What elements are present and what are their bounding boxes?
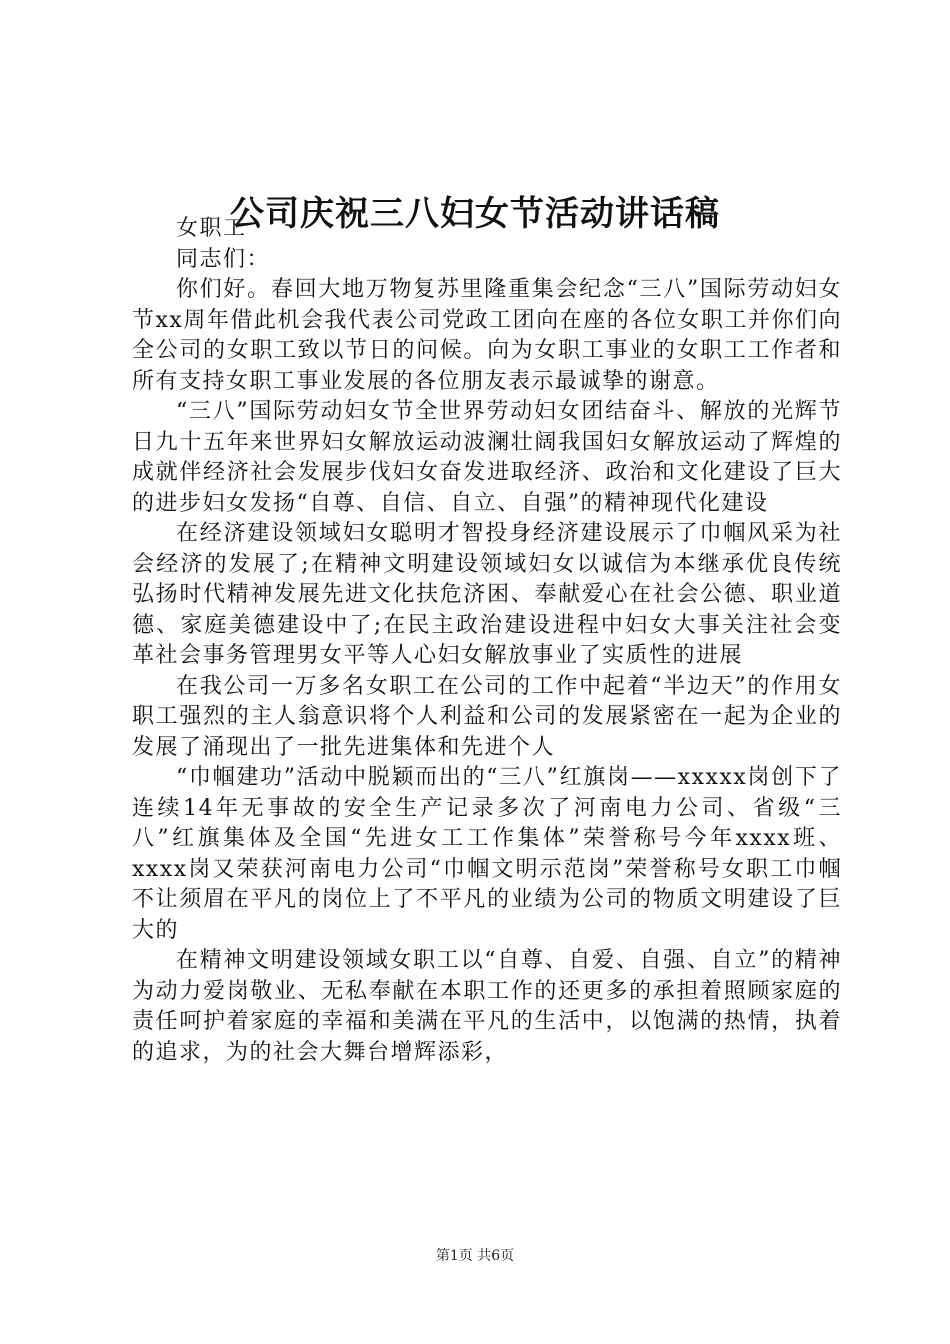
document-body [132,214,842,1068]
salutation-line: 同志们： [176,246,271,272]
body-paragraph: 你们好。春回大地万物复苏里隆重集会纪念“三八”国际劳动妇女节xx周年借此机会我代表公司党政工团向在座的各位女职工并你们向全公司的女职工致以节日的问候。向为女职工事业的女职工工作者和所有支持女职工事业发展的各位朋友表示最诚挚的谢意。 [132,277,842,394]
document-title: 公司庆祝三八妇女节活动讲话稿 [230,194,720,234]
body-paragraph: 在经济建设领域妇女聪明才智投身经济建设展示了巾帼风采为社会经济的发展了;在精神文明建设领域妇女以诚信为本继承优良传统弘扬时代精神发展先进文化扶危济困、奉献爱心在社会公德、职业道德、家庭美德建设中了;在民主政治建设进程中妇女大事关注社会变革社会事务管理男女平等人心妇女解放事业了实质性的进展 [132,521,842,668]
body-paragraph: “巾帼建功”活动中脱颖而出的“三八”红旗岗——xxxxx岗创下了连续14年无事故的安全生产记录多次了河南电力公司、省级“三八”红旗集体及全国“先进女工工作集体”荣誉称号今年xxxx班、xxxx岗又荣获河南电力公司“巾帼文明示范岗”荣誉称号女职工巾帼不让须眉在平凡的岗位上了不平凡的业绩为公司的物质文明建设了巨大的 [132,765,842,943]
body-paragraph: 在我公司一万多名女职工在公司的工作中起着“半边天”的作用女职工强烈的主人翁意识将个人利益和公司的发展紧密在一起为企业的发展了涌现出了一批先进集体和先进个人 [132,673,842,760]
page-number-footer: 第1页 共6页 [435,1248,515,1264]
body-paragraph: “三八”国际劳动妇女节全世界劳动妇女团结奋斗、解放的光辉节日九十五年来世界妇女解放运动波澜壮阔我国妇女解放运动了辉煌的成就伴经济社会发展步伐妇女奋发进取经济、政治和文化建设了巨大的进步妇女发扬“自尊、自信、自立、自强”的精神现代化建设 [132,399,842,516]
salutation-line: 女职工 [176,216,247,241]
body-paragraph: 在精神文明建设领域女职工以“自尊、自爱、自强、自立”的精神为动力爱岗敬业、无私奉献在本职工作的还更多的承担着照顾家庭的责任呵护着家庭的幸福和美满在平凡的生活中，以饱满的热情，执着的追求，为的社会大舞台增辉添彩， [132,948,842,1065]
